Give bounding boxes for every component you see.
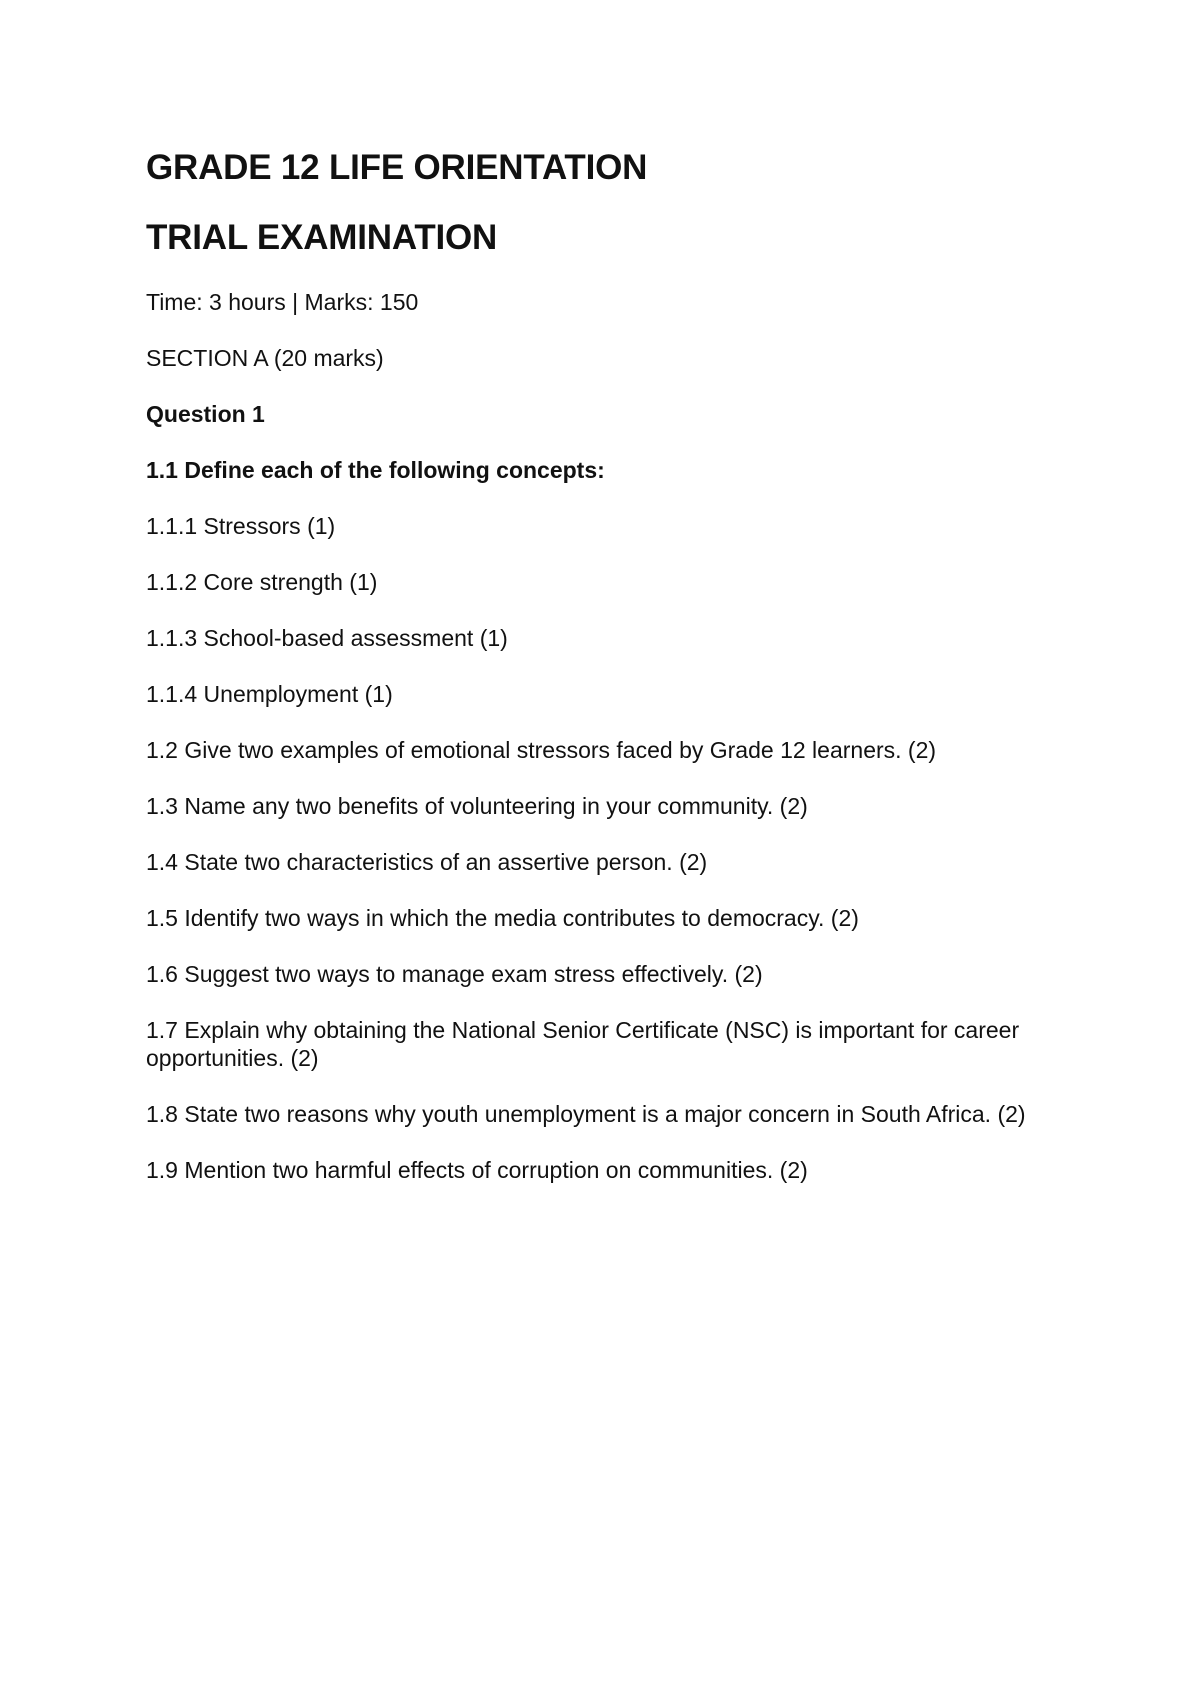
- question-item: 1.2 Give two examples of emotional stressors faced by Grade 12 learners. (2): [146, 737, 937, 763]
- question-item: 1.1.1 Stressors (1): [146, 513, 336, 539]
- document-title: GRADE 12 LIFE ORIENTATION: [146, 148, 648, 187]
- document-subtitle: TRIAL EXAMINATION: [146, 218, 498, 257]
- question-item: 1.4 State two characteristics of an assertive person. (2): [146, 849, 708, 875]
- question-item: 1.8 State two reasons why youth unemployment is a major concern in South Africa. (2): [146, 1101, 1026, 1127]
- question-item: 1.1.4 Unemployment (1): [146, 681, 393, 707]
- question-item: 1.9 Mention two harmful effects of corruption on communities. (2): [146, 1157, 808, 1183]
- question-item: 1.1.3 School-based assessment (1): [146, 625, 508, 651]
- question-item: 1.5 Identify two ways in which the media contributes to democracy. (2): [146, 905, 859, 931]
- subquestion-heading: 1.1 Define each of the following concepts:: [146, 457, 605, 483]
- document-content: [146, 142, 1056, 1184]
- question-heading: Question 1: [146, 401, 265, 427]
- question-item: 1.3 Name any two benefits of volunteering in your community. (2): [146, 793, 808, 819]
- time-marks-line: Time: 3 hours | Marks: 150: [146, 289, 419, 315]
- question-item: 1.6 Suggest two ways to manage exam stress effectively. (2): [146, 961, 763, 987]
- question-item: 1.7 Explain why obtaining the National Senior Certificate (NSC) is important for career opportunities. (2): [146, 1017, 1020, 1071]
- question-item: 1.1.2 Core strength (1): [146, 569, 378, 595]
- question-list: [146, 512, 1056, 1184]
- section-heading: SECTION A (20 marks): [146, 345, 384, 371]
